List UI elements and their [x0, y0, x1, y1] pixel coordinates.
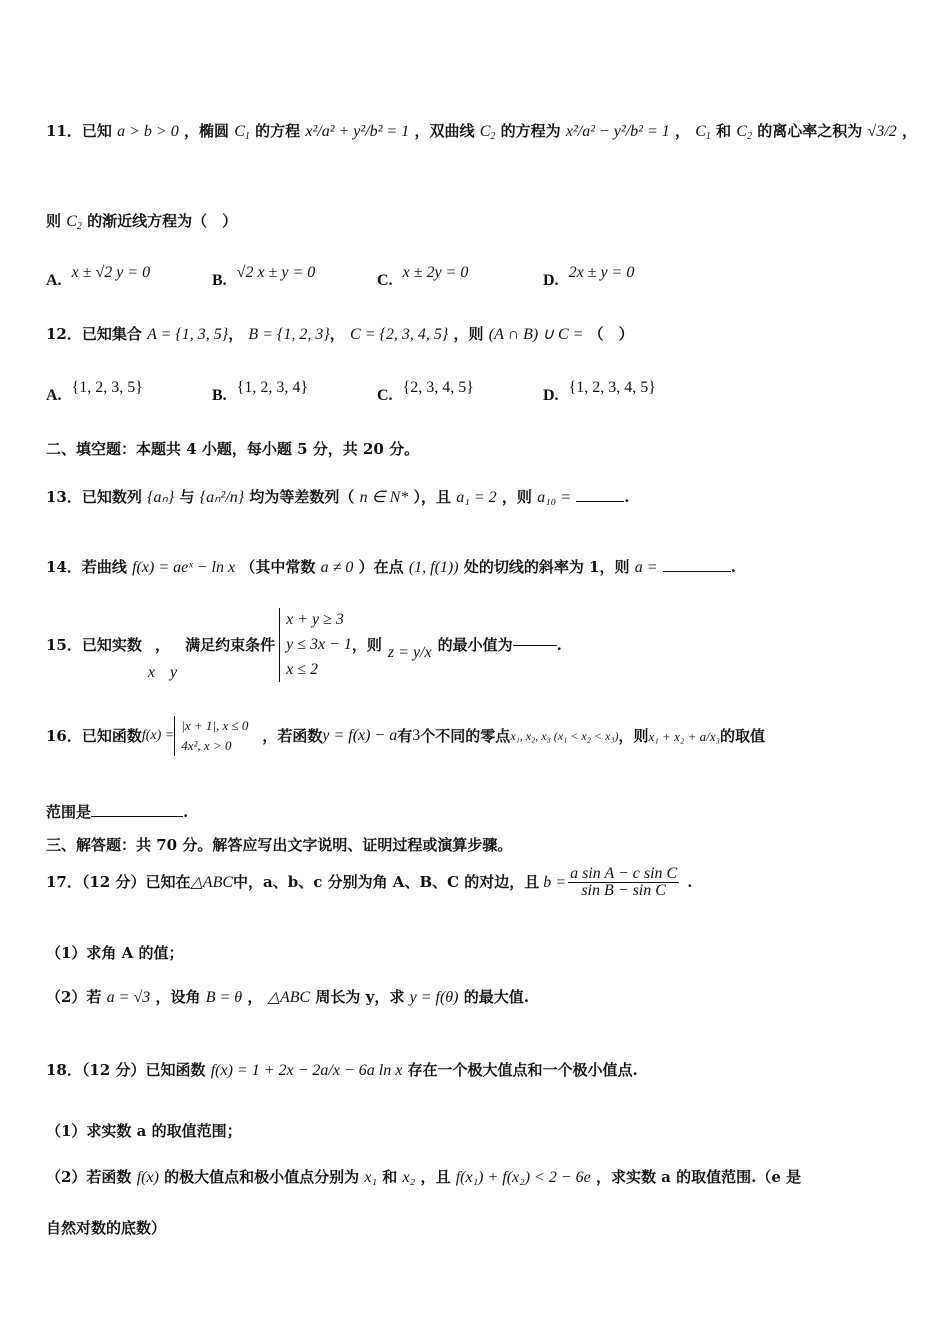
q14-cond: a ≠ 0: [320, 559, 354, 576]
q14-prefix: 14．若曲线: [46, 558, 127, 576]
q11-option-c-label: C.: [377, 272, 393, 289]
q18-part-1: （1）求实数 a 的取值范围；: [46, 1122, 242, 1140]
q15-constraint-2: y ≤ 3x − 1: [286, 635, 352, 653]
q12-option-b-label: B.: [212, 387, 227, 404]
q11-option-a-label: A.: [46, 272, 62, 289]
q11-t1: ，椭圆: [183, 122, 229, 140]
q11-t6: 和: [716, 122, 732, 140]
q12-option-a-text: {1, 2, 3, 5}: [71, 379, 143, 396]
q15-line: [46, 608, 562, 682]
q13-t1: 与: [179, 488, 195, 506]
q12-option-a-label: A.: [46, 387, 62, 404]
q18-line: [46, 1063, 638, 1079]
q11-option-b[interactable]: [212, 264, 316, 289]
q11-hyperbola-equation: x²/a² − y²/b² = 1: [565, 123, 670, 140]
q12-option-b[interactable]: [212, 379, 309, 404]
q16-t4: ，则: [618, 726, 649, 745]
q16-g: y = f(x) − a: [322, 727, 398, 745]
q13-answer-blank[interactable]: [576, 501, 624, 502]
q12-ask: ，则: [453, 325, 484, 343]
q12-set-c: C = {2, 3, 4, 5}: [350, 326, 449, 343]
q12-option-c[interactable]: [377, 379, 474, 404]
q15-t3: 的最小值为: [437, 635, 513, 654]
q11-option-b-label: B.: [212, 272, 227, 289]
q18-p2a: （2）若函数: [46, 1168, 132, 1186]
q13-sequence-2: {aₙ²/n}: [199, 489, 245, 506]
q11-t4: 的方程为: [500, 122, 561, 140]
q14-point: (1, f(1)): [408, 559, 459, 576]
q13-end: .: [624, 488, 630, 506]
q11-c1: $C_1$: [234, 123, 250, 142]
q15-t1: 满足约束条件: [185, 635, 276, 654]
q12-option-d-label: D.: [543, 387, 559, 404]
q18-p2c: 的极大值点和极小值点分别为: [164, 1168, 360, 1186]
q17-p2i: 的最大值.: [463, 988, 529, 1006]
q11-c2b: $C_2$: [736, 123, 753, 142]
q16-t1: ，若函数: [262, 726, 323, 745]
q17-denominator: sin B − sin C: [581, 882, 666, 899]
q16-expression: x₁ + x₂ + a/x₃: [648, 728, 721, 744]
q17-p2e: ，: [247, 988, 263, 1006]
q18-p2i: ，求实数 a 的取值范围.（e 是: [595, 1168, 802, 1186]
q11-t2: 的方程: [255, 122, 301, 140]
q17-p2g: 周长为 y，求: [315, 988, 405, 1006]
q14-t3: 处的切线的斜率为 1，则: [463, 558, 630, 576]
q17-p2c: ，设角: [155, 988, 201, 1006]
q13-prefix: 13．已知数列: [46, 488, 142, 506]
q15-z: z = y/x: [387, 644, 432, 662]
q15-y: y: [170, 664, 178, 682]
q11-option-d[interactable]: [543, 264, 635, 289]
q11-eccentricity-product: √3/2: [867, 123, 897, 140]
q11-option-a-text: x ± √2 y = 0: [71, 264, 151, 281]
q15-answer-blank[interactable]: [513, 645, 557, 646]
q11-ellipse-equation: x²/a² + y²/b² = 1: [305, 123, 410, 140]
q15-constraint-1: x + y ≥ 3: [286, 611, 344, 628]
q17-fraction: [568, 866, 679, 899]
q11-line2a: 则: [46, 212, 62, 230]
q17-t1: 中，a、b、c 分别为角 A、B、C 的对边，且: [233, 873, 540, 891]
q18-part-2: [46, 1170, 801, 1186]
q16-end: .: [183, 803, 189, 821]
q18-t1: 存在一个极大值点和一个极小值点.: [407, 1061, 638, 1079]
q16-t5: 的取值: [720, 726, 766, 745]
q13-t2: 均为等差数列（: [249, 488, 355, 506]
q16-line2: [46, 805, 188, 820]
q15-x: x: [147, 664, 155, 682]
q16-piece-2: 4x², x > 0: [181, 738, 232, 754]
q11-question: 的渐近线方程为（ ）: [87, 212, 238, 230]
q16-t3: 个不同的零点: [420, 726, 511, 745]
q12-paren: （ ）: [588, 325, 634, 343]
q11-t8: ，: [902, 122, 918, 140]
q17-prefix: 17．（12 分）已知在: [46, 873, 191, 891]
q11-option-d-label: D.: [543, 272, 559, 289]
q11-option-c[interactable]: [377, 264, 469, 289]
q15-end: .: [556, 635, 562, 654]
q16-t2: 有: [397, 726, 413, 745]
section-2-heading: 二、填空题：本题共 4 小题，每小题 5 分，共 20 分。: [46, 440, 420, 458]
q15-comma: ，: [154, 635, 170, 654]
q11-t5: ，: [674, 122, 690, 140]
q17-part-2: [46, 990, 529, 1006]
q11-line1: [46, 124, 917, 142]
q16-answer-blank[interactable]: [91, 816, 183, 817]
q12-set-b: B = {1, 2, 3}: [248, 326, 330, 343]
q14-line: [46, 560, 736, 576]
q17-p2h: y = f(θ): [409, 989, 459, 1006]
q17-p2d: B = θ: [205, 989, 243, 1006]
q11-t7: 的离心率之积为: [757, 122, 863, 140]
q16-piece-1: |x + 1|, x ≤ 0: [181, 718, 249, 733]
q11-option-b-text: √2 x ± y = 0: [236, 264, 316, 281]
q12-option-d-text: {1, 2, 3, 4, 5}: [568, 379, 656, 396]
q11-c2: $C_2$: [479, 123, 496, 142]
q18-p2e: 和: [382, 1168, 398, 1186]
q17-p2a: （2）若: [46, 988, 102, 1006]
q14-t1: （其中常数: [240, 558, 316, 576]
q15-constraint-3: x ≤ 2: [286, 660, 319, 678]
q14-ask: a =: [634, 559, 658, 576]
q11-option-d-text: 2x ± y = 0: [568, 264, 635, 281]
q18-function: f(x) = 1 + 2x − 2a/x − 6a ln x: [210, 1062, 403, 1079]
q18-p2f: x₂: [402, 1169, 416, 1186]
q11-option-c-text: x ± 2y = 0: [402, 264, 469, 281]
q12-prefix: 12．已知集合: [46, 325, 142, 343]
q15-prefix: 15．已知实数: [46, 635, 142, 654]
q16-line2: 范围是: [46, 803, 92, 821]
q15-constraints: [279, 608, 352, 682]
q13-line: [46, 490, 630, 506]
q16-zeros: x₁, x₂, x₃ (x₁ < x₂ < x₃): [510, 729, 619, 744]
q14-t2: ）在点: [358, 558, 404, 576]
q16-prefix: 16．已知函数: [46, 726, 142, 745]
q14-answer-blank[interactable]: [663, 571, 731, 572]
q13-t4: ，则: [501, 488, 532, 506]
q11-t3: ，双曲线: [414, 122, 475, 140]
q16-line1: [46, 716, 765, 756]
q13-cond: n ∈ N*: [359, 489, 409, 506]
q15-t2: ，则: [351, 635, 382, 654]
q17-numerator: a sin A − c sin C: [570, 865, 678, 882]
q17-lhs: b =: [543, 873, 567, 891]
q17-p2f: △ABC: [267, 989, 311, 1006]
q12-set-a: A = {1, 3, 5}: [147, 326, 229, 343]
q17-end: .: [687, 873, 693, 891]
q16-piecewise: [174, 716, 248, 756]
q16-three: 3: [412, 727, 421, 745]
q11-c1b: $C_1$: [695, 123, 711, 142]
q17-p2b: a = √3: [106, 989, 151, 1006]
q18-p2g: ，且: [420, 1168, 451, 1186]
q18-p2b: f(x): [136, 1169, 159, 1186]
q18-prefix: 18．（12 分）已知函数: [46, 1061, 206, 1079]
q12-line: 12．已知集合 A = {1, 3, 5}， B = {1, 2, 3}， C = {2, 3, 4, 5} ，则 (A ∩ B) ∪ C = （ ）: [46, 325, 634, 343]
q14-end: .: [730, 558, 736, 576]
q12-option-a[interactable]: [46, 379, 143, 404]
q11-c2c: $C_2$: [66, 213, 82, 232]
q16-fx: f(x) =: [141, 728, 175, 744]
q18-p2d: x₁: [364, 1169, 378, 1186]
q13-a10: a₁₀ =: [537, 489, 572, 506]
q11-cond: a > b > 0: [117, 123, 179, 140]
q18-line3: 自然对数的底数）: [46, 1219, 167, 1237]
q18-p2h: f(x₁) + f(x₂) < 2 − 6e: [455, 1169, 591, 1186]
q12-option-c-text: {2, 3, 4, 5}: [402, 379, 474, 396]
q17-part-1: （1）求角 A 的值；: [46, 944, 184, 962]
q11-prefix: 11．已知: [46, 122, 112, 140]
q17-triangle: △ABC: [190, 873, 234, 891]
q13-a1: a₁ = 2: [456, 489, 497, 506]
q11-option-a[interactable]: [46, 264, 151, 289]
q11-line2: [46, 214, 237, 232]
section-3-heading: 三、解答题：共 70 分。解答应写出文字说明、证明过程或演算步骤。: [46, 836, 513, 854]
q14-function: f(x) = aeˣ − ln x: [132, 559, 236, 576]
q12-expression: (A ∩ B) ∪ C =: [488, 326, 584, 343]
q13-sequence-1: {aₙ}: [147, 489, 175, 506]
q12-option-b-text: {1, 2, 3, 4}: [236, 379, 309, 396]
q13-t3: ），且: [413, 488, 452, 506]
q17-line: [46, 866, 692, 899]
q12-option-d[interactable]: [543, 379, 656, 404]
q12-option-c-label: C.: [377, 387, 393, 404]
